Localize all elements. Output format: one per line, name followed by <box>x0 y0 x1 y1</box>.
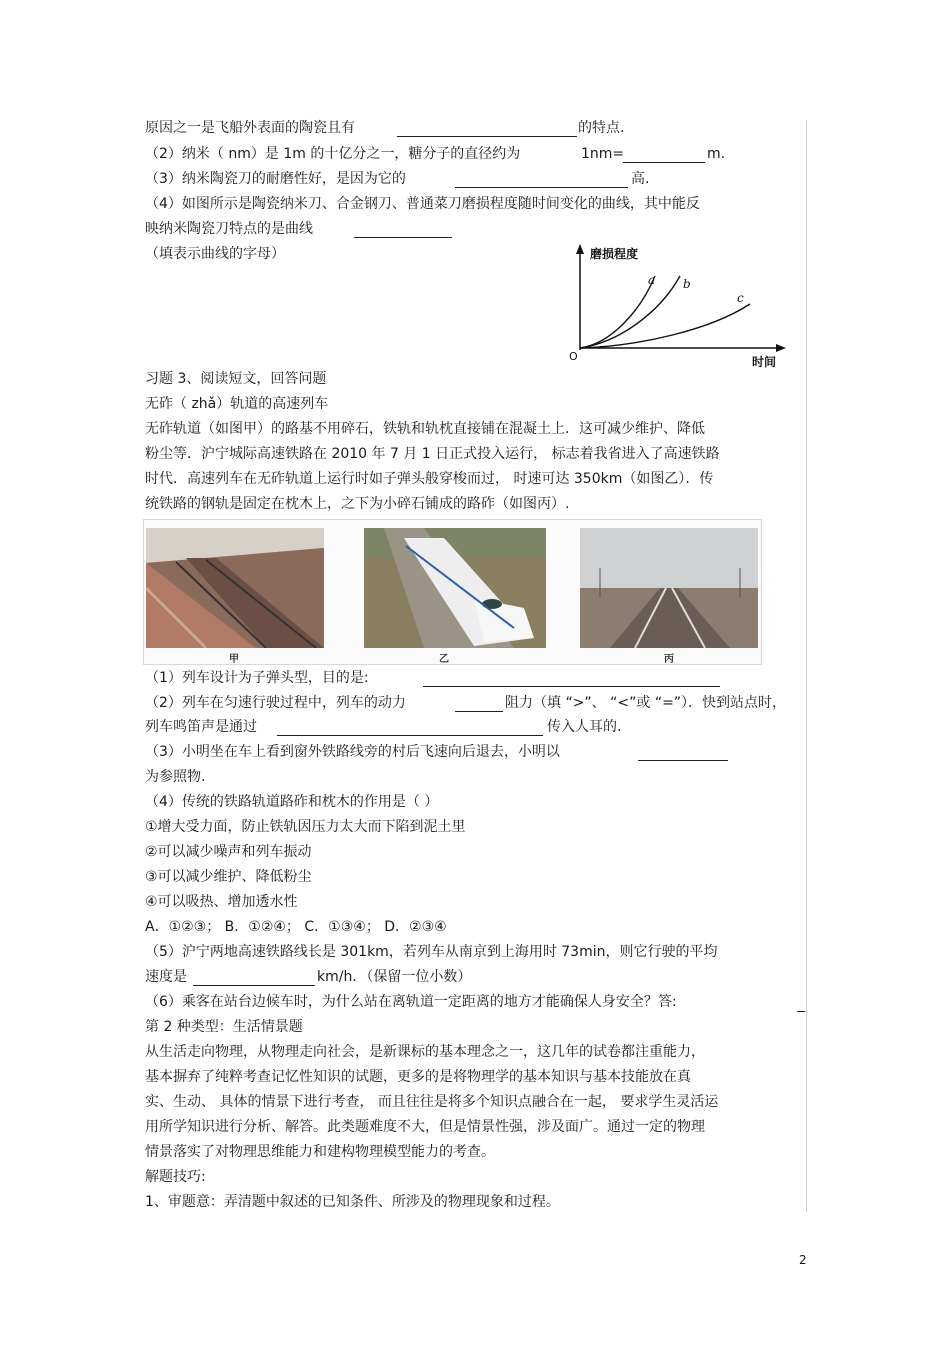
line-14-text-b: 阻力（填 “>”、 “<”或 “=”）．快到站点时， <box>505 695 787 711</box>
answer-blank-9[interactable] <box>193 985 315 986</box>
page-number: 2 <box>799 1253 807 1267</box>
photo-jia <box>146 528 324 648</box>
line-9: 无砟轨道（如图甲）的路基不用碎石，铁轨和轨枕直接铺在混凝土上．这可减少维护、降低 <box>145 421 705 437</box>
line-34: 1、审题意：弄清题中叙述的已知条件、所涉及的物理现象和过程。 <box>145 1194 560 1210</box>
answer-blank-2[interactable] <box>623 162 705 163</box>
answer-blank-4[interactable] <box>354 237 452 238</box>
line-24: （5）沪宁两地高速铁路线长是 301km，若列车从南京到上海用时 73min，则它行驶的平均 <box>145 944 718 960</box>
line-10: 粉尘等．沪宁城际高速铁路在 2010 年 7 月 1 日正式投入运行， 标志着我省进入了高速铁路 <box>145 446 720 462</box>
line-1-text-b: 的特点. <box>578 120 625 136</box>
answer-blank-7[interactable] <box>277 735 543 736</box>
line-2-text-c: m. <box>707 146 726 162</box>
line-32: 情景落实了对物理思维能力和建构物理模型能力的考查。 <box>145 1144 495 1160</box>
line-20: ②可以减少噪声和列车振动 <box>145 844 312 860</box>
caption-jia: 甲 <box>229 654 239 665</box>
line-17: 为参照物. <box>145 769 206 785</box>
line-14-text-a: （2）列车在匀速行驶过程中，列车的动力 <box>145 695 406 711</box>
line-15-text-b: 传入人耳的. <box>547 719 622 735</box>
answer-dash <box>797 1011 805 1012</box>
line-6: （填表示曲线的字母） <box>145 246 285 262</box>
graph-ylabel: 磨损程度 <box>590 247 639 261</box>
answer-blank-3[interactable] <box>455 187 628 188</box>
caption-yi: 乙 <box>439 654 449 665</box>
curve-a-label: a <box>648 273 656 287</box>
wear-graph <box>560 242 790 372</box>
line-8: 无砟（ zhǎ）轨道的高速列车 <box>145 396 329 412</box>
photo-yi <box>364 528 546 648</box>
line-25-text-b: km/h．（保留一位小数） <box>317 969 472 985</box>
line-26: （6）乘客在站台边候车时，为什么站在离轨道一定距离的地方才能确保人身安全？答: <box>145 994 677 1010</box>
line-3-text-b: 高. <box>631 171 650 187</box>
line-11: 时代．高速列车在无砟轨道上运行时如子弹头般穿梭而过， 时速可达 350km（如图乙）．传 <box>145 471 714 487</box>
line-19: ①增大受力面，防止铁轨因压力太大而下陷到泥土里 <box>145 819 466 835</box>
line-23: A．①②③； B．①②④； C．①③④； D．②③④ <box>145 919 447 935</box>
photo-bing <box>580 528 758 648</box>
railway-photos <box>143 519 762 665</box>
line-28: 从生活走向物理，从物理走向社会，是新课标的基本理念之一，这几年的试卷都注重能力， <box>145 1044 705 1060</box>
line-16: （3）小明坐在车上看到窗外铁路线旁的村后飞速向后退去，小明以 <box>145 744 560 760</box>
x-axis-arrow <box>776 344 786 352</box>
line-25-text-a: 速度是 <box>145 969 187 985</box>
curve-a <box>580 276 655 348</box>
line-27: 第 2 种类型：生活情景题 <box>145 1019 303 1035</box>
answer-blank-5[interactable] <box>423 686 720 687</box>
line-30: 实、生动、 具体的情景下进行考查， 而且往往是将多个知识点融合在一起， 要求学生灵活运 <box>145 1094 719 1110</box>
line-12: 统铁路的钢轨是固定在枕木上，之下为小碎石铺成的路砟（如图丙）. <box>145 496 570 512</box>
line-18: （4）传统的铁路轨道路砟和枕木的作用是（ ） <box>145 794 439 810</box>
line-13: （1）列车设计为子弹头型，目的是: <box>145 670 369 686</box>
line-3-text-a: （3）纳米陶瓷刀的耐磨性好，是因为它的 <box>145 171 406 187</box>
curve-c-label: c <box>737 291 744 305</box>
graph-xlabel: 时间 <box>752 355 777 369</box>
line-4: （4）如图所示是陶瓷纳米刀、合金钢刀、普通菜刀磨损程度随时间变化的曲线，其中能反 <box>145 196 700 212</box>
line-15-text-a: 列车鸣笛声是通过 <box>145 719 257 735</box>
caption-bing: 丙 <box>664 654 674 665</box>
line-1-text-a: 原因之一是飞船外表面的陶瓷且有 <box>145 120 355 136</box>
graph-origin: O <box>569 350 578 363</box>
answer-blank-1[interactable] <box>397 136 577 137</box>
margin-rule <box>806 120 807 1212</box>
line-7: 习题 3、阅读短文，回答问题 <box>145 371 327 387</box>
line-22: ④可以吸热、增加透水性 <box>145 894 298 910</box>
line-2-text-a: （2）纳米（ nm）是 1m 的十亿分之一，糖分子的直径约为 <box>145 146 521 162</box>
line-29: 基本摒弃了纯粹考查记忆性知识的试题，更多的是将物理学的基本知识与基本技能放在真 <box>145 1069 691 1085</box>
curve-b-label: b <box>683 277 691 291</box>
line-2-text-b: 1nm= <box>581 146 625 162</box>
answer-blank-6[interactable] <box>455 711 503 712</box>
y-axis-arrow <box>576 244 584 254</box>
line-33: 解题技巧: <box>145 1169 206 1185</box>
line-5: 映纳米陶瓷刀特点的是曲线 <box>145 221 313 237</box>
line-21: ③可以减少维护、降低粉尘 <box>145 869 312 885</box>
answer-blank-8[interactable] <box>638 760 728 761</box>
line-31: 用所学知识进行分析、解答。此类题难度不大，但是情景性强，涉及面广。通过一定的物理 <box>145 1119 705 1135</box>
